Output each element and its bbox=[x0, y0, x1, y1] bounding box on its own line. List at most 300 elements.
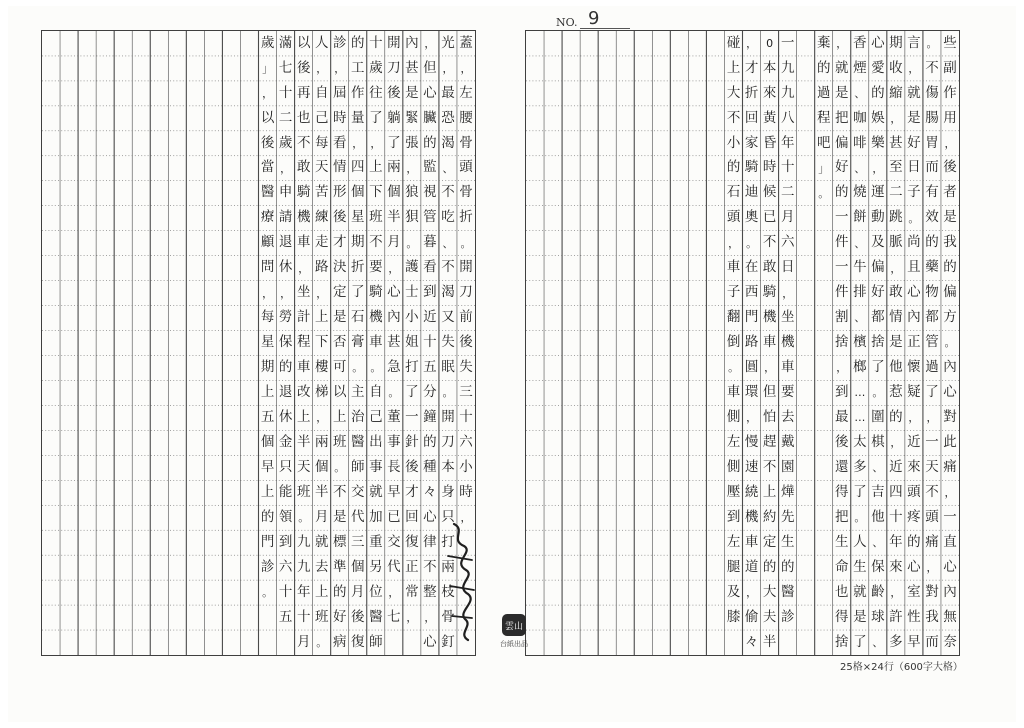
grid-cell: 打 bbox=[441, 533, 455, 550]
grid-cell bbox=[168, 131, 186, 156]
grid-cell: 許 bbox=[889, 608, 903, 625]
grid-cell: 治 bbox=[351, 409, 365, 426]
grid-cell: 病 bbox=[333, 633, 347, 650]
grid-cell bbox=[689, 430, 707, 455]
grid-cell bbox=[132, 380, 150, 405]
grid-cell: 機 bbox=[780, 334, 795, 351]
grid-cell bbox=[671, 81, 689, 106]
grid-cell: 過 bbox=[925, 359, 939, 376]
text-column bbox=[689, 31, 707, 655]
grid-cell bbox=[689, 81, 707, 106]
grid-cell bbox=[205, 330, 223, 355]
text-column bbox=[634, 31, 652, 655]
grid-cell bbox=[815, 505, 833, 530]
grid-cell: 了 bbox=[853, 483, 867, 500]
grid-cell bbox=[241, 256, 259, 281]
grid-cell: 就 bbox=[853, 583, 867, 600]
grid-cell: 。 bbox=[460, 236, 472, 250]
grid-cell: 往 bbox=[369, 84, 383, 101]
grid-cell bbox=[797, 405, 815, 430]
grid-cell: 決 bbox=[333, 259, 347, 276]
grid-cell bbox=[205, 106, 223, 131]
grid-cell: 方 bbox=[943, 309, 957, 326]
grid-cell: 偷 bbox=[744, 608, 759, 625]
text-column bbox=[150, 31, 168, 655]
grid-cell: 律 bbox=[423, 533, 437, 550]
grid-cell: 內 bbox=[943, 583, 957, 600]
grid-cell bbox=[241, 455, 259, 480]
grid-cell: 班 bbox=[333, 433, 347, 450]
grid-cell bbox=[689, 281, 707, 306]
grid-cell bbox=[616, 530, 634, 555]
grid-cell bbox=[707, 56, 725, 81]
grid-cell: 不 bbox=[726, 109, 741, 126]
grid-cell bbox=[205, 580, 223, 605]
grid-cell bbox=[707, 580, 725, 605]
grid-cell bbox=[634, 430, 652, 455]
grid-cell bbox=[526, 430, 544, 455]
grid-cell: 只 bbox=[441, 508, 455, 525]
grid-cell bbox=[598, 181, 616, 206]
grid-cell bbox=[168, 355, 186, 380]
grid-cell: 的 bbox=[907, 533, 921, 550]
grid-cell: 且 bbox=[907, 259, 921, 276]
grid-cell: 針 bbox=[405, 433, 419, 450]
grid-cell: 以 bbox=[333, 384, 347, 401]
text-column bbox=[725, 31, 743, 655]
grid-cell: 才 bbox=[405, 483, 419, 500]
grid-cell: 車 bbox=[762, 334, 777, 351]
grid-cell bbox=[652, 305, 670, 330]
grid-cell: 速 bbox=[744, 458, 759, 475]
grid-cell: 去 bbox=[780, 409, 795, 426]
grid-cell bbox=[526, 380, 544, 405]
grid-cell bbox=[707, 256, 725, 281]
grid-cell bbox=[616, 380, 634, 405]
grid-cell: 、 bbox=[854, 236, 866, 250]
grid-cell: 加 bbox=[369, 508, 383, 525]
text-column bbox=[223, 31, 241, 655]
grid-cell: ， bbox=[388, 585, 400, 599]
grid-cell bbox=[815, 231, 833, 256]
grid-cell: 候 bbox=[762, 184, 777, 201]
grid-cell bbox=[78, 206, 96, 231]
grid-cell bbox=[580, 330, 598, 355]
grid-cell bbox=[78, 56, 96, 81]
grid-cell: 而 bbox=[925, 633, 939, 650]
grid-cell bbox=[96, 505, 114, 530]
grid-cell bbox=[562, 231, 580, 256]
grid-cell: 以 bbox=[296, 34, 311, 51]
grid-cell bbox=[797, 430, 815, 455]
grid-cell bbox=[96, 380, 114, 405]
grid-cell: 圍 bbox=[871, 409, 885, 426]
grid-cell bbox=[634, 330, 652, 355]
grid-cell bbox=[205, 455, 223, 480]
grid-cell: 好 bbox=[835, 159, 849, 176]
grid-cell: 捨 bbox=[871, 334, 885, 351]
grid-cell bbox=[241, 355, 259, 380]
grid-cell bbox=[598, 31, 616, 56]
grid-cell: 石 bbox=[726, 184, 741, 201]
grid-cell: 對 bbox=[943, 409, 957, 426]
grid-cell: 兩 bbox=[314, 433, 329, 450]
grid-cell: 大 bbox=[726, 84, 741, 101]
grid-cell bbox=[580, 355, 598, 380]
grid-cell: 休 bbox=[278, 259, 293, 276]
grid-cell: 室 bbox=[907, 583, 921, 600]
grid-cell bbox=[797, 580, 815, 605]
grid-cell: 娛 bbox=[871, 109, 885, 126]
grid-cell bbox=[205, 430, 223, 455]
grid-cell: 腿 bbox=[726, 558, 741, 575]
text-column bbox=[277, 31, 295, 655]
grid-cell: 一 bbox=[780, 34, 795, 51]
grid-cell: 愛 bbox=[871, 59, 885, 76]
grid-cell bbox=[187, 630, 205, 655]
grid-cell: 、 bbox=[854, 311, 866, 325]
grid-cell: 後 bbox=[459, 334, 473, 351]
grid-cell bbox=[150, 405, 168, 430]
grid-cell bbox=[150, 355, 168, 380]
grid-cell bbox=[689, 131, 707, 156]
grid-cell: 三 bbox=[459, 384, 473, 401]
grid-cell bbox=[96, 156, 114, 181]
grid-cell: 每 bbox=[314, 134, 329, 151]
grid-cell bbox=[616, 630, 634, 655]
grid-cell bbox=[150, 305, 168, 330]
grid-cell bbox=[187, 330, 205, 355]
grid-cell: 月 bbox=[780, 209, 795, 226]
grid-cell bbox=[78, 505, 96, 530]
grid-cell: 最 bbox=[835, 409, 849, 426]
grid-cell: 了 bbox=[871, 359, 885, 376]
grid-cell bbox=[241, 480, 259, 505]
grid-cell: 近 bbox=[889, 458, 903, 475]
grid-cell: 就 bbox=[907, 84, 921, 101]
grid-cell bbox=[78, 131, 96, 156]
grid-cell: 二 bbox=[278, 109, 293, 126]
grid-cell bbox=[187, 131, 205, 156]
grid-cell bbox=[241, 156, 259, 181]
grid-cell: 上 bbox=[726, 59, 741, 76]
grid-cell bbox=[725, 630, 743, 655]
grid-cell bbox=[652, 206, 670, 231]
grid-cell bbox=[223, 505, 241, 530]
grid-cell: 看 bbox=[423, 259, 437, 276]
grid-cell bbox=[187, 106, 205, 131]
grid-cell bbox=[707, 131, 725, 156]
grid-cell bbox=[60, 405, 78, 430]
grid-cell: 位 bbox=[369, 583, 383, 600]
grid-cell bbox=[580, 455, 598, 480]
grid-cell bbox=[707, 455, 725, 480]
grid-cell: 無 bbox=[943, 608, 957, 625]
grid-cell bbox=[707, 31, 725, 56]
grid-cell bbox=[598, 380, 616, 405]
grid-cell: 程 bbox=[817, 109, 831, 126]
grid-cell bbox=[634, 505, 652, 530]
grid-cell bbox=[689, 181, 707, 206]
grid-cell: 約 bbox=[762, 508, 777, 525]
grid-cell bbox=[526, 505, 544, 530]
text-column bbox=[887, 31, 905, 655]
grid-cell bbox=[562, 81, 580, 106]
grid-cell: 事 bbox=[369, 458, 383, 475]
grid-cell: 而 bbox=[925, 159, 939, 176]
grid-cell bbox=[42, 330, 60, 355]
grid-cell: 好 bbox=[871, 284, 885, 301]
grid-cell bbox=[150, 580, 168, 605]
grid-cell bbox=[815, 330, 833, 355]
grid-cell: 只 bbox=[278, 458, 293, 475]
grid-cell bbox=[689, 455, 707, 480]
grid-cell bbox=[60, 605, 78, 630]
text-column bbox=[78, 31, 96, 655]
grid-cell bbox=[652, 630, 670, 655]
grid-cell: 左 bbox=[726, 433, 741, 450]
grid-cell: 近 bbox=[423, 309, 437, 326]
grid-cell: ， bbox=[728, 236, 740, 250]
grid-cell bbox=[562, 605, 580, 630]
grid-cell: 標 bbox=[333, 533, 347, 550]
grid-cell: 診 bbox=[260, 558, 275, 575]
grid-cell: 形 bbox=[333, 184, 347, 201]
grid-cell: 內 bbox=[387, 309, 401, 326]
grid-cell bbox=[42, 305, 60, 330]
grid-cell: 練 bbox=[314, 209, 329, 226]
grid-cell bbox=[598, 480, 616, 505]
grid-cell bbox=[114, 505, 132, 530]
grid-cell bbox=[707, 605, 725, 630]
grid-cell bbox=[580, 256, 598, 281]
grid-cell: 復 bbox=[351, 633, 365, 650]
grid-cell: 臟 bbox=[423, 109, 437, 126]
grid-cell: 十 bbox=[889, 508, 903, 525]
grid-cell bbox=[580, 430, 598, 455]
grid-cell: 奧 bbox=[744, 209, 759, 226]
grid-cell bbox=[526, 330, 544, 355]
grid-cell bbox=[707, 355, 725, 380]
grid-cell: 最 bbox=[441, 84, 455, 101]
text-column bbox=[60, 31, 78, 655]
page-number: 9 bbox=[588, 8, 600, 29]
grid-cell: 車 bbox=[726, 384, 741, 401]
grid-cell: 球 bbox=[871, 608, 885, 625]
grid-cell: 言 bbox=[907, 34, 921, 51]
grid-cell: 骨 bbox=[459, 184, 473, 201]
grid-cell bbox=[78, 31, 96, 56]
grid-cell bbox=[168, 330, 186, 355]
grid-cell: 石 bbox=[351, 309, 365, 326]
grid-cell: 也 bbox=[296, 109, 311, 126]
grid-cell bbox=[114, 56, 132, 81]
grid-cell: 。 bbox=[944, 336, 956, 350]
grid-cell bbox=[132, 555, 150, 580]
grid-cell: 內 bbox=[907, 309, 921, 326]
grid-cell: 光 bbox=[441, 34, 455, 51]
grid-cell bbox=[187, 530, 205, 555]
grid-cell: 十 bbox=[423, 334, 437, 351]
grid-cell: 醫 bbox=[780, 583, 795, 600]
grid-cell: 時 bbox=[762, 159, 777, 176]
grid-cell: 、 bbox=[872, 635, 884, 649]
grid-cell: 內 bbox=[405, 34, 419, 51]
grid-cell bbox=[60, 530, 78, 555]
grid-cell: 倒 bbox=[726, 334, 741, 351]
grid-cell: 偏 bbox=[871, 259, 885, 276]
grid-cell bbox=[60, 580, 78, 605]
grid-cell: 來 bbox=[889, 558, 903, 575]
grid-cell: 張 bbox=[405, 134, 419, 151]
grid-cell bbox=[580, 156, 598, 181]
grid-cell: 就 bbox=[314, 533, 329, 550]
grid-cell: 吃 bbox=[441, 209, 455, 226]
grid-cell: 咖 bbox=[853, 109, 867, 126]
grid-cell bbox=[707, 181, 725, 206]
grid-cell: 上 bbox=[296, 409, 311, 426]
grid-cell: 門 bbox=[260, 533, 275, 550]
grid-cell: 九 bbox=[780, 59, 795, 76]
grid-cell bbox=[580, 131, 598, 156]
grid-cell: 得 bbox=[835, 608, 849, 625]
grid-cell: 翻 bbox=[726, 309, 741, 326]
grid-cell bbox=[544, 330, 562, 355]
grid-cell bbox=[562, 106, 580, 131]
grid-cell bbox=[241, 305, 259, 330]
grid-cell bbox=[616, 305, 634, 330]
grid-cell: 六 bbox=[780, 234, 795, 251]
grid-cell bbox=[96, 580, 114, 605]
grid-cell bbox=[598, 231, 616, 256]
grid-cell: 另 bbox=[369, 558, 383, 575]
grid-cell: 班 bbox=[314, 608, 329, 625]
grid-cell bbox=[205, 555, 223, 580]
grid-cell bbox=[132, 81, 150, 106]
grid-cell: 渴 bbox=[441, 134, 455, 151]
grid-cell bbox=[598, 455, 616, 480]
grid-cell bbox=[689, 480, 707, 505]
grid-cell: 開 bbox=[387, 34, 401, 51]
grid-cell bbox=[652, 256, 670, 281]
grid-cell bbox=[689, 31, 707, 56]
grid-cell bbox=[241, 281, 259, 306]
grid-cell: 跳 bbox=[889, 209, 903, 226]
grid-cell: 已 bbox=[762, 209, 777, 226]
grid-cell: 。 bbox=[352, 361, 364, 375]
grid-cell: 但 bbox=[423, 59, 437, 76]
grid-cell: 狼 bbox=[405, 184, 419, 201]
grid-cell bbox=[132, 630, 150, 655]
grid-cell bbox=[526, 56, 544, 81]
grid-cell: 疼 bbox=[907, 508, 921, 525]
grid-cell bbox=[223, 530, 241, 555]
grid-cell: 的 bbox=[871, 84, 885, 101]
grid-cell bbox=[815, 580, 833, 605]
grid-cell bbox=[634, 455, 652, 480]
grid-cell bbox=[168, 156, 186, 181]
grid-cell bbox=[634, 480, 652, 505]
text-column bbox=[526, 31, 544, 655]
grid-cell bbox=[544, 206, 562, 231]
grid-cell bbox=[241, 106, 259, 131]
grid-cell: 上 bbox=[314, 309, 329, 326]
grid-cell: 捨 bbox=[835, 334, 849, 351]
grid-cell: ， bbox=[890, 111, 902, 125]
grid-cell: ， bbox=[836, 361, 848, 375]
grid-cell: … bbox=[854, 411, 866, 425]
text-column bbox=[96, 31, 114, 655]
grid-cell bbox=[60, 330, 78, 355]
grid-cell bbox=[223, 156, 241, 181]
grid-cell: 機 bbox=[744, 508, 759, 525]
grid-cell: 折 bbox=[459, 209, 473, 226]
grid-cell bbox=[797, 630, 815, 655]
grid-cell bbox=[797, 206, 815, 231]
grid-cell bbox=[707, 231, 725, 256]
grid-cell: 工 bbox=[351, 59, 365, 76]
grid-cell: 退 bbox=[278, 234, 293, 251]
grid-cell bbox=[580, 181, 598, 206]
grid-cell bbox=[707, 555, 725, 580]
grid-cell bbox=[671, 380, 689, 405]
grid-cell: 刀 bbox=[387, 59, 401, 76]
grid-cell bbox=[96, 305, 114, 330]
grid-cell bbox=[707, 430, 725, 455]
grid-cell bbox=[60, 181, 78, 206]
grid-cell bbox=[598, 580, 616, 605]
grid-cell: 啡 bbox=[853, 134, 867, 151]
grid-cell: 是 bbox=[943, 209, 957, 226]
grid-cell: 問 bbox=[260, 259, 275, 276]
grid-cell bbox=[205, 355, 223, 380]
grid-cell: 大 bbox=[762, 583, 777, 600]
grid-cell bbox=[385, 630, 403, 655]
grid-cell bbox=[779, 630, 797, 655]
grid-cell bbox=[562, 455, 580, 480]
grid-cell: ， bbox=[944, 136, 956, 150]
grid-cell: 慢 bbox=[744, 433, 759, 450]
grid-cell: 迪 bbox=[744, 184, 759, 201]
grid-cell: 天 bbox=[925, 458, 939, 475]
grid-cell bbox=[598, 156, 616, 181]
grid-cell bbox=[580, 106, 598, 131]
grid-cell: ， bbox=[890, 261, 902, 275]
grid-cell bbox=[205, 31, 223, 56]
grid-cell bbox=[60, 630, 78, 655]
grid-cell: ， bbox=[334, 61, 346, 75]
grid-cell bbox=[652, 505, 670, 530]
grid-cell bbox=[132, 505, 150, 530]
grid-cell bbox=[60, 555, 78, 580]
grid-cell: 小 bbox=[405, 309, 419, 326]
grid-cell bbox=[96, 31, 114, 56]
grid-cell bbox=[580, 305, 598, 330]
grid-cell: 打 bbox=[405, 359, 419, 376]
grid-cell bbox=[671, 305, 689, 330]
grid-cell: 生 bbox=[835, 533, 849, 550]
grid-cell: 心 bbox=[943, 384, 957, 401]
grid-cell bbox=[671, 231, 689, 256]
grid-cell: 骨 bbox=[441, 608, 455, 625]
grid-cell bbox=[187, 430, 205, 455]
grid-cell: 每 bbox=[260, 309, 275, 326]
grid-cell: 五 bbox=[260, 409, 275, 426]
grid-cell bbox=[652, 555, 670, 580]
grid-cell bbox=[223, 455, 241, 480]
grid-cell: 到 bbox=[423, 284, 437, 301]
grid-cell bbox=[241, 405, 259, 430]
